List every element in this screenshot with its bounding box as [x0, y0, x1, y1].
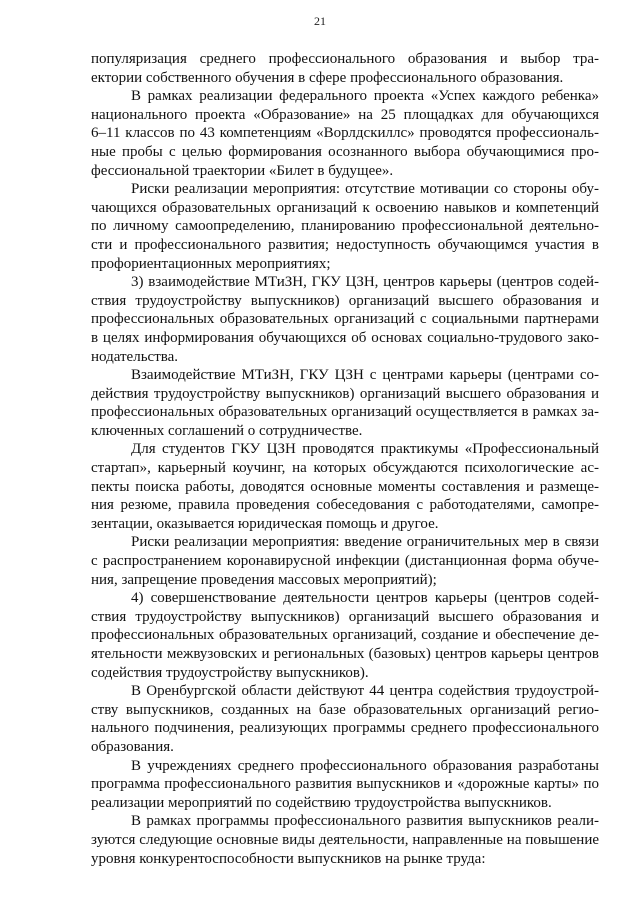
- text-line: программа профессионального развития выпускников и «дорожные карты» по: [91, 776, 599, 793]
- text-line: чающихся образовательных организаций к освоению навыков и компетенций: [91, 199, 599, 216]
- text-line: нодательства.: [91, 348, 179, 365]
- text-line: пекты поиска работы, доводятся основные моменты составления и размеще-: [91, 478, 599, 495]
- text-line: профессиональных образовательных организаций осуществляется в рамках за-: [91, 404, 599, 421]
- text-line: ятельности межвузовских и региональных (базовых) центров карьеры центров: [91, 646, 599, 662]
- text-line: 3) взаимодействие МТиЗН, ГКУ ЦЗН, центров карьеры (центров содей-: [131, 274, 599, 291]
- text-line: Риски реализации мероприятия: отсутствие мотивации со стороны обу-: [131, 181, 599, 198]
- text-line: зентации, оказывается юридическая помощь и другое.: [91, 515, 439, 532]
- text-line: профессиональных образовательных организаций, создание и обеспечение де-: [91, 627, 599, 644]
- text-line: по личному самоопределению, планированию профессиональной деятельно-: [91, 218, 599, 235]
- page-number: 21: [314, 14, 326, 28]
- text-line: В учреждениях среднего профессионального образования разработаны: [131, 757, 599, 774]
- text-line: Риски реализации мероприятия: введение ограничительных мер в связи: [131, 534, 599, 551]
- text-line: ные пробы с целью формирования осознанного выбора обучающимися про-: [91, 143, 599, 160]
- text-line: ния, запрещение проведения массовых мероприятий);: [91, 571, 437, 588]
- text-line: стартап», карьерный коучинг, на которых обсуждаются психологические ас-: [91, 460, 599, 477]
- text-line: реализации мероприятий по содействию трудоустройства выпускников.: [91, 794, 552, 811]
- body-text: [91, 50, 599, 868]
- text-line: ствия трудоустройству выпускников) организаций высшего образования и: [91, 608, 599, 625]
- text-line: 6–11 классов по 43 компетенциям «Ворлдскиллс» проводятся профессиональ-: [91, 125, 599, 142]
- text-line: зуются следующие основные виды деятельности, направленные на повышение: [91, 831, 599, 848]
- text-line: Для студентов ГКУ ЦЗН проводятся практикумы «Профессиональный: [131, 441, 599, 458]
- text-line: ключенных соглашений о сотрудничестве.: [91, 422, 363, 439]
- text-line: ектории собственного обучения в сфере профессионального образования.: [91, 69, 564, 86]
- text-line: с распространением коронавирусной инфекции (дистанционная форма обуче-: [91, 553, 599, 570]
- text-line: ния резюме, правила проведения собеседования с работодателями, самопре-: [91, 497, 599, 514]
- text-line: популяризация среднего профессионального образования и выбор тра-: [91, 51, 599, 67]
- text-line: действия трудоустройству выпускников) организаций высшего образования и: [91, 385, 599, 402]
- text-line: Взаимодействие МТиЗН, ГКУ ЦЗН с центрами карьеры (центрами со-: [131, 367, 599, 384]
- text-line: сти и профессионального развития; недоступность обучающимся участия в: [91, 236, 599, 253]
- text-line: В Оренбургской области действуют 44 центра содействия трудоустрой-: [131, 683, 599, 700]
- text-line: профориентационных мероприятиях;: [91, 255, 331, 272]
- text-line: в целях информирования обучающихся об основах социально-трудового зако-: [91, 329, 599, 346]
- text-line: уровня конкурентоспособности выпускников на рынке труда:: [91, 850, 486, 867]
- text-line: фессиональной траектории «Билет в будущее».: [91, 162, 394, 179]
- text-line: ству выпускников, созданных на базе образовательных организаций регио-: [91, 701, 599, 718]
- text-line: профессиональных образовательных организаций с социальными партнерами: [91, 311, 599, 328]
- text-line: содействия трудоустройству выпускников).: [91, 664, 369, 681]
- text-line: нального подчинения, реализующих программы среднего профессионального: [91, 720, 599, 737]
- text-line: В рамках реализации федерального проекта «Успех каждого ребенка»: [131, 88, 599, 105]
- text-line: национального проекта «Образование» на 25 площадках для обучающихся: [91, 106, 599, 123]
- text-line: В рамках программы профессионального развития выпускников реали-: [131, 813, 599, 830]
- text-line: ствия трудоустройству выпускников) организаций высшего образования и: [91, 292, 599, 309]
- text-line: образования.: [91, 738, 174, 755]
- text-line: 4) совершенствование деятельности центров карьеры (центров содей-: [131, 590, 599, 607]
